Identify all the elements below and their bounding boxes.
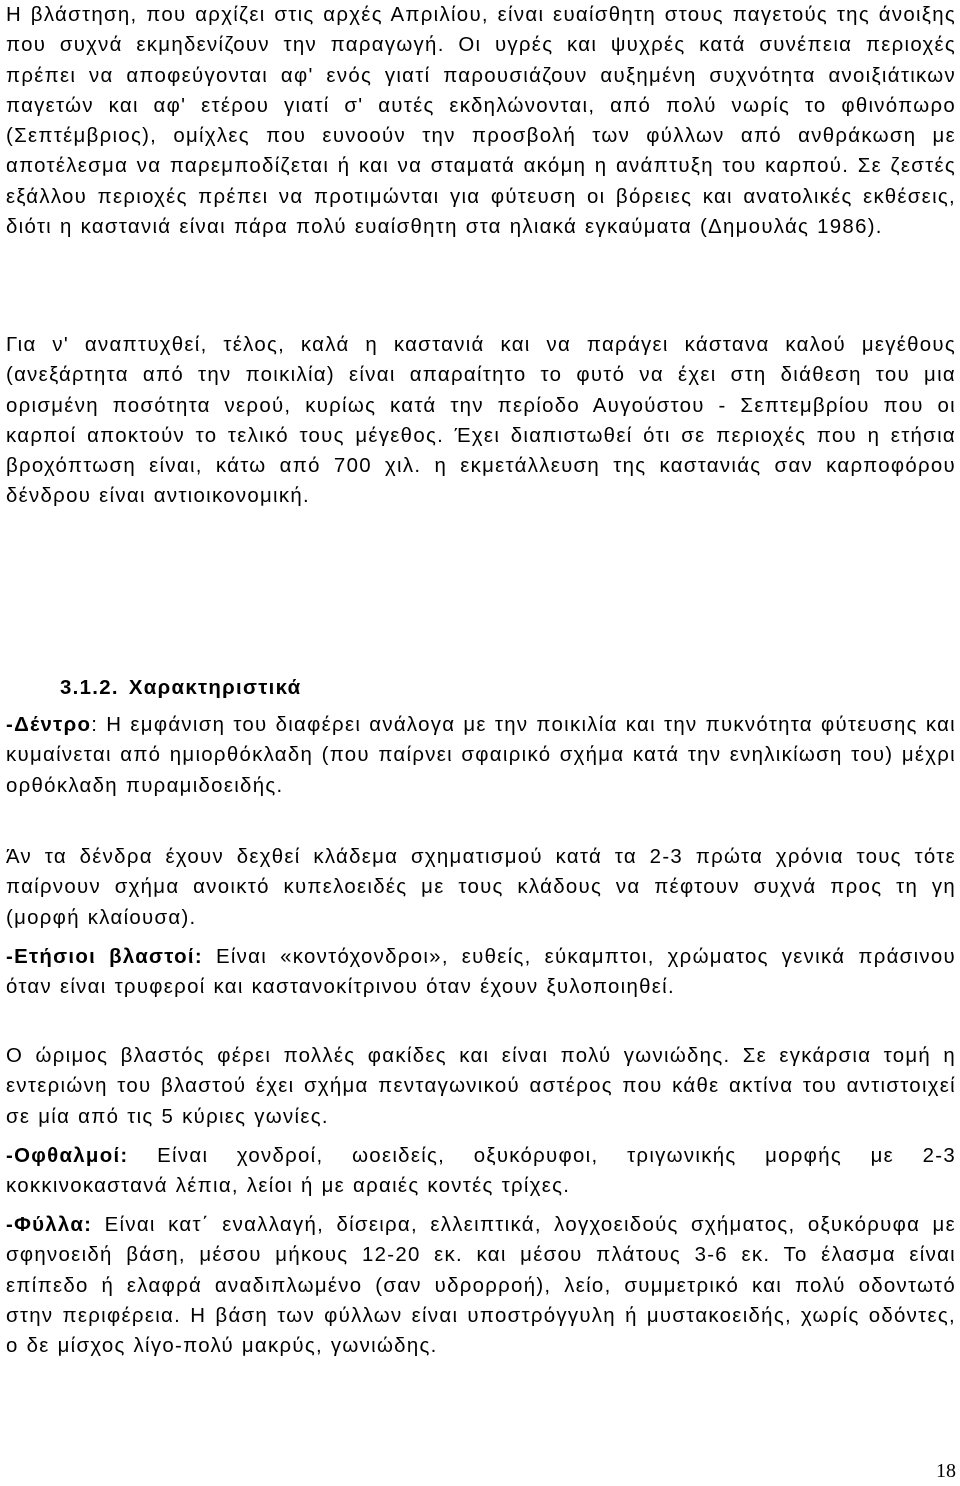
section-heading: [60, 673, 301, 703]
page-number: 18: [936, 1460, 956, 1482]
leaves-text: Είναι κατ΄ εναλλαγή, δίσειρα, ελλειπτικά, λογχοειδούς σχήματος, οξυκόρυφα με σφηνοειδή βάση, μέσου μήκους 12-20 εκ. και μέσου πλάτους 3-6 εκ. Το έλασμα είναι επίπεδο ή ελαφρά αναδιπλωμένο (σαν υδρορροή), λείο, συμμετρικό και πολύ οδοντωτό στην περιφέρεια. Η βάση των φύλλων είναι υποστρόγγυλη ή μυστακοειδής, χωρίς οδόντες, ο δε μίσχος λίγο-πολύ μακρύς, γωνιώδης.: [6, 1214, 956, 1358]
paragraph-frost-sensitivity: Η βλάστηση, που αρχίζει στις αρχές Απριλίου, είναι ευαίσθητη στους παγετούς της άνοιξης που συχνά εκμηδενίζουν την παραγωγή. Οι υγρές και ψυχρές κατά συνέπεια περιοχές πρέπει να αποφεύγονται αφ' ενός γιατί παρουσιάζουν αυξημένη συχνότητα ανοιξιάτικων παγετών και αφ' ετέρου γιατί σ' αυτές εκδηλώνονται, από πολύ νωρίς το φθινόπωρο (Σεπτέμβριος), ομίχλες που ευνοούν την προσβολή των φύλλων από ανθράκωση με αποτέλεσμα να παρεμποδίζεται ή και να σταματά ακόμη η ανάπτυξη του καρπού. Σε ζεστές εξάλλου περιοχές πρέπει να προτιμώνται για φύτευση οι βόρειες και ανατολικές εκθέσεις, διότι η καστανιά είναι πάρα πολύ ευαίσθητη στα ηλιακά εγκαύματα (Δημουλάς 1986).: [6, 4, 956, 239]
buds-text: Είναι χονδροί, ωοειδείς, οξυκόρυφοι, τριγωνικής μορφής με 2-3 κοκκινοκαστανά λέπια, λείοι ή με αραιές κοντές τρίχες.: [6, 1145, 956, 1198]
tree-label: -Δέντρο: [6, 714, 92, 736]
paragraph-annual-shoots: [6, 942, 956, 1003]
paragraph-buds: [6, 1141, 956, 1202]
section-title: Χαρακτηριστικά: [128, 677, 302, 699]
tree-text: : Η εμφάνιση του διαφέρει ανάλογα με την ποικιλία και την πυκνότητα φύτευσης και κυμαίνεται από ημιορθόκλαδη (που παίρνει σφαιρικό σχήμα κατά την ενηλικίωση του) μέχρι ορθόκλαδη πυραμιδοειδής.: [6, 714, 956, 797]
section-number: 3.1.2.: [60, 677, 119, 699]
shoots-label: -Ετήσιοι βλαστοί:: [6, 946, 203, 968]
paragraph-tree-pruning: Άν τα δένδρα έχουν δεχθεί κλάδεμα σχηματισμού κατά τα 2-3 πρώτα χρόνια τους τότε παίρνουν σχήμα ανοικτό κυπελοειδές με τους κλάδους να πέφτουν συχνά προς τη γη (μορφή κλαίουσα).: [6, 846, 956, 929]
paragraph-water-requirements: Για ν' αναπτυχθεί, τέλος, καλά η καστανιά και να παράγει κάστανα καλού μεγέθους (ανεξάρτητα από την ποικιλία) είναι απαραίτητο το φυτό να έχει στη διάθεση του μια ορισμένη ποσότητα νερού, κυρίως κατά την περίοδο Αυγούστου - Σεπτεμβρίου που οι καρποί αποκτούν το τελικό τους μέγεθος. Έχει διαπιστωθεί ότι σε περιοχές που η ετήσια βροχόπτωση είναι, κάτω από 700 χιλ. η εκμετάλλευση της καστανιάς σαν καρποφόρου δένδρου είναι αντιοικονομική.: [6, 334, 956, 508]
paragraph-tree: [6, 710, 956, 801]
buds-label: -Οφθαλμοί:: [6, 1145, 129, 1167]
shoots-text: Είναι «κοντόχονδροι», ευθείς, εύκαμπτοι, χρώματος γενικά πράσινου όταν είναι τρυφεροί και καστανοκίτρινου όταν έχουν ξυλοποιηθεί.: [6, 946, 956, 999]
paragraph-mature-shoot: Ο ώριμος βλαστός φέρει πολλές φακίδες και είναι πολύ γωνιώδης. Σε εγκάρσια τομή η εντεριώνη του βλαστού έχει σχήμα πενταγωνικού αστέρος που κάθε ακτίνα του αντιστοιχεί σε μία από τις 5 κύριες γωνίες.: [6, 1045, 956, 1128]
paragraph-leaves: [6, 1210, 956, 1361]
leaves-label: -Φύλλα:: [6, 1214, 93, 1236]
